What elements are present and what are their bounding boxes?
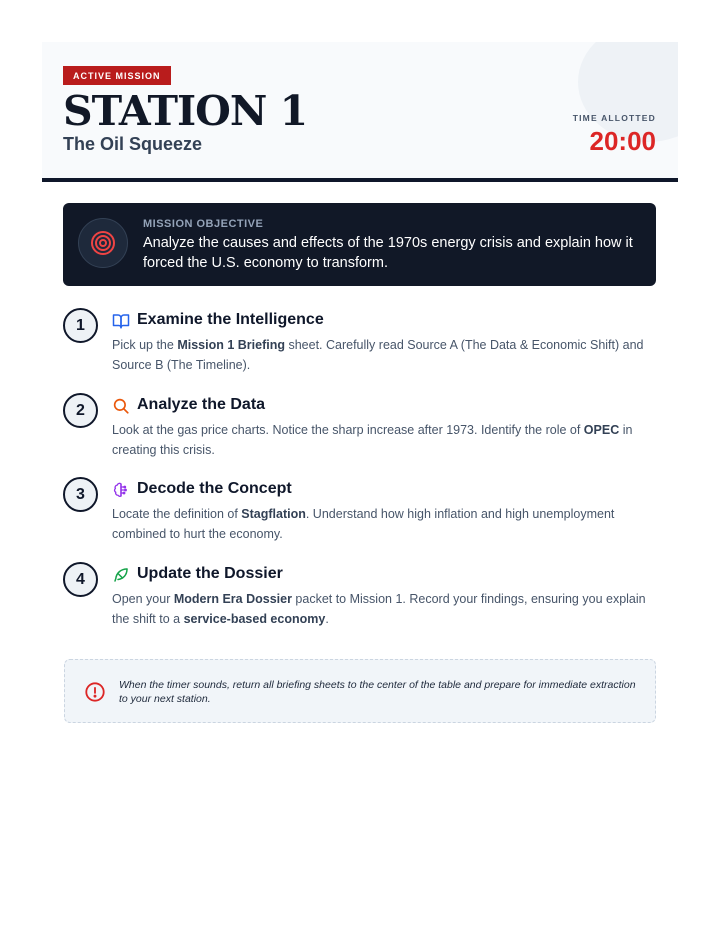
step-title: Decode the Concept [137, 480, 292, 497]
book-open-icon [112, 312, 130, 330]
step-number: 3 [63, 477, 98, 512]
step-description: Pick up the Mission 1 Briefing sheet. Carefully read Source A (The Data & Economic Shift) and Source B (The Timeline). [112, 338, 644, 372]
step-number: 2 [63, 393, 98, 428]
bold-term: OPEC [583, 423, 620, 437]
step-description: Look at the gas price charts. Notice the sharp increase after 1973. Identify the role of OPEC in creating this crisis. [112, 423, 633, 457]
bold-term: Mission 1 Briefing [177, 338, 285, 352]
bold-term: service-based economy [183, 611, 326, 626]
mission-header [42, 42, 678, 182]
active-mission-badge: ACTIVE MISSION [63, 66, 171, 85]
mission-objective-card [63, 203, 656, 286]
time-allotted-label: TIME ALLOTTED [572, 113, 656, 123]
step-description: Open your Modern Era Dossier packet to Mission 1. Record your findings, ensuring you explain the shift to a service-based economy. [112, 592, 646, 626]
step-title: Analyze the Data [137, 396, 266, 413]
alert-circle-icon [84, 681, 106, 703]
alert-text: When the timer sounds, return all briefing sheets to the center of the table and prepare for immediate extraction to your next station. [119, 679, 636, 705]
objective-label: MISSION OBJECTIVE [143, 218, 264, 230]
page-title: STATION 1 [63, 87, 308, 135]
search-icon [112, 397, 130, 415]
brain-icon [112, 481, 130, 499]
step-number: 1 [63, 308, 98, 343]
step-title: Examine the Intelligence [137, 311, 324, 328]
target-icon [78, 218, 128, 268]
step-title: Update the Dossier [137, 565, 283, 582]
step-number: 4 [63, 562, 98, 597]
feather-pen-icon [112, 566, 130, 584]
time-allotted-value: 20:00 [589, 126, 656, 156]
timer-alert-box [64, 659, 656, 723]
bold-term: Modern Era Dossier [173, 592, 292, 606]
objective-text: Analyze the causes and effects of the 1970s energy crisis and explain how it forced the U.S. economy to transform. [143, 235, 633, 271]
bold-term: Stagflation [241, 507, 306, 521]
page-subtitle: The Oil Squeeze [63, 134, 203, 154]
step-description: Locate the definition of Stagflation. Understand how high inflation and high unemployment combined to hurt the economy. [112, 507, 615, 541]
